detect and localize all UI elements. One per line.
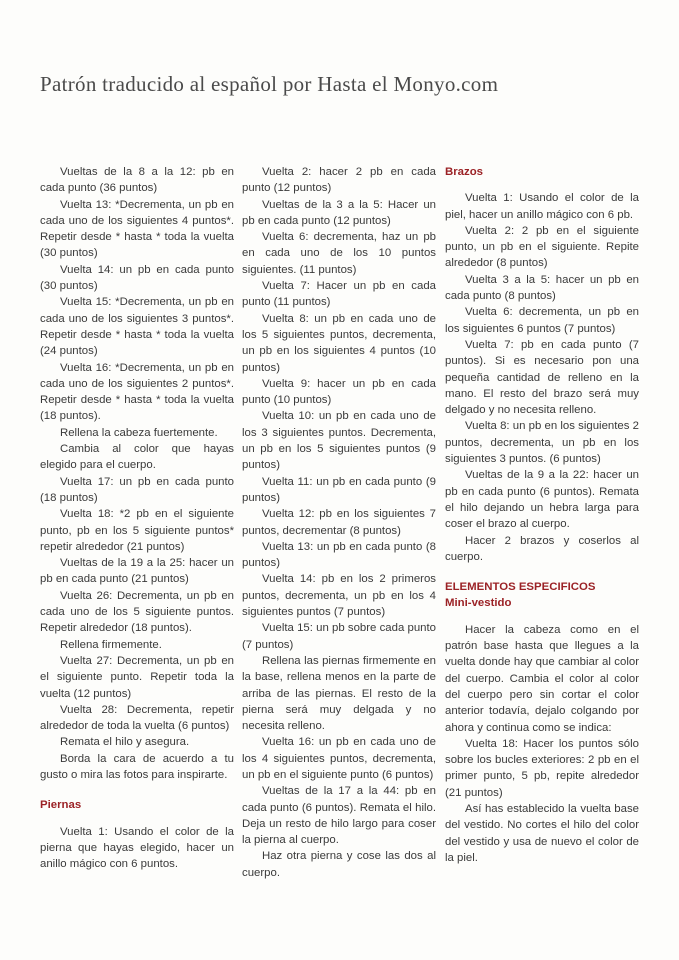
- section-heading-elementos-especificos: ELEMENTOS ESPECIFICOS: [445, 581, 596, 594]
- paragraph: Vueltas de la 19 a la 25: hacer un pb en cada punto (21 puntos): [40, 557, 234, 586]
- paragraph: Haz otra pierna y cose las dos al cuerpo.: [242, 850, 436, 879]
- paragraph: Hacer la cabeza como en el patrón base hasta que llegues a la vuelta donde hay que cambiar al color del cuerpo. Cambia el color al color del cuerpo pero sin cortar el color anterior todavía, dejalo colgando por ahora y continua como se indica:: [445, 623, 639, 734]
- paragraph: Vueltas de la 3 a la 5: Hacer un pb en cada punto (12 puntos): [242, 198, 436, 227]
- subsection-heading-mini-vestido: Mini-vestido: [445, 597, 512, 610]
- paragraph: Rellena las piernas firmemente en la base, rellena menos en la parte de arriba de las piernas. El resto de la pierna será muy delgada y no necesita relleno.: [242, 654, 436, 733]
- page-header: Patrón traducido al español por Hasta el Monyo.com: [40, 72, 499, 96]
- paragraph: Rellena la cabeza fuertemente.: [60, 426, 218, 439]
- paragraph: Remata el hilo y asegura.: [60, 736, 190, 749]
- paragraph: Vueltas de la 9 a la 22: hacer un pb en cada punto (6 puntos). Remata el hilo dejando un hebra larga para coser el brazo al cuerpo.: [445, 469, 639, 531]
- paragraph: Vuelta 7: pb en cada punto (7 puntos). Si es necesario pon una pequeña cantidad de relleno en la mano. El resto del brazo será muy delgado y no necesita relleno.: [445, 338, 639, 417]
- paragraph: Vuelta 9: hacer un pb en cada punto (10 puntos): [242, 377, 436, 407]
- paragraph: Vuelta 26: Decrementa, un pb en cada uno de los 5 siguiente puntos. Repetir alrededor (18 puntos).: [40, 589, 234, 635]
- spacer: [40, 783, 234, 797]
- paragraph: Vuelta 1: Usando el color de la pierna que hayas elegido, hacer un anillo mágico con 6 puntos.: [40, 825, 234, 871]
- spacer: [445, 565, 639, 579]
- paragraph: Vueltas de la 17 a la 44: pb en cada punto (6 puntos). Remata el hilo. Deja un resto de hilo largo para coser la pierna al cuerpo.: [242, 785, 436, 847]
- column-2: [242, 164, 436, 881]
- paragraph: Rellena firmemente.: [60, 638, 162, 651]
- paragraph: Vuelta 13: un pb en cada punto (8 puntos): [242, 540, 436, 570]
- spacer: [40, 814, 234, 824]
- paragraph: Vuelta 6: decrementa, haz un pb en cada uno de los 10 puntos siguientes. (11 puntos): [242, 231, 436, 276]
- paragraph: Vuelta 2: hacer 2 pb en cada punto (12 puntos): [242, 166, 436, 195]
- paragraph: Vuelta 14: un pb en cada punto (30 puntos): [40, 263, 234, 293]
- paragraph: Vuelta 14: pb en los 2 primeros puntos, decrementa, un pb en los 4 siguientes puntos (7 puntos): [242, 573, 436, 619]
- spacer: [445, 612, 639, 622]
- spacer: [445, 180, 639, 190]
- paragraph: Vuelta 13: *Decrementa, un pb en cada uno de los siguientes 4 puntos*. Repetir desde * hasta * toda la vuelta (30 puntos): [40, 198, 234, 260]
- paragraph: Vuelta 15: un pb sobre cada punto (7 puntos): [242, 622, 436, 651]
- paragraph: Vuelta 17: un pb en cada punto (18 puntos): [40, 475, 234, 504]
- paragraph: Vuelta 12: pb en los siguientes 7 puntos, decrementar (8 puntos): [242, 508, 436, 537]
- paragraph: Vuelta 11: un pb en cada punto (9 puntos): [242, 475, 436, 504]
- paragraph: Vuelta 7: Hacer un pb en cada punto (11 puntos): [242, 280, 436, 309]
- paragraph: Borda la cara de acuerdo a tu gusto o mira las fotos para inspirarte.: [40, 752, 234, 781]
- paragraph: Vuelta 8: un pb en cada uno de los 5 siguientes puntos, decrementa, un pb en los siguientes 4 puntos (10 puntos): [242, 312, 436, 374]
- paragraph: Vuelta 16: un pb en cada uno de los 4 siguientes puntos, decrementa, un pb en el siguiente punto (6 puntos): [242, 736, 436, 781]
- paragraph: Vuelta 18: *2 pb en el siguiente punto, pb en los 5 siguiente puntos* repetir alrededor (21 puntos): [40, 508, 234, 553]
- section-heading-piernas: Piernas: [40, 799, 82, 812]
- paragraph: Cambia al color que hayas elegido para el cuerpo.: [40, 443, 234, 472]
- paragraph: Vuelta 2: 2 pb en el siguiente punto, un pb en el siguiente. Repite alrededor (8 puntos): [445, 224, 639, 270]
- section-heading-brazos: Brazos: [445, 166, 483, 178]
- paragraph: Vuelta 15: *Decrementa, un pb en cada uno de los siguientes 3 puntos*. Repetir desde * hasta * toda la vuelta (24 puntos): [40, 296, 234, 358]
- column-1: [40, 164, 234, 872]
- paragraph: Vuelta 16: *Decrementa, un pb en cada uno de los siguientes 2 puntos*. Repetir desde * hasta * toda la vuelta (18 puntos).: [40, 361, 234, 423]
- paragraph: Hacer 2 brazos y coserlos al cuerpo.: [445, 534, 639, 563]
- paragraph: Así has establecido la vuelta base del vestido. No cortes el hilo del color del vestido y usa de nuevo el color de la piel.: [445, 802, 639, 864]
- paragraph: Vuelta 10: un pb en cada uno de los 3 siguientes puntos. Decrementa, un pb en los 5 siguientes puntos (9 puntos): [242, 410, 436, 472]
- paragraph: Vuelta 3 a la 5: hacer un pb en cada punto (8 puntos): [445, 273, 639, 303]
- column-3: [445, 164, 639, 866]
- paragraph: Vueltas de la 8 a la 12: pb en cada punto (36 puntos): [40, 166, 234, 195]
- paragraph: Vuelta 28: Decrementa, repetir alrededor de toda la vuelta (6 puntos): [40, 703, 234, 733]
- paragraph: Vuelta 1: Usando el color de la piel, hacer un anillo mágico con 6 pb.: [445, 192, 639, 221]
- paragraph: Vuelta 8: un pb en los siguientes 2 puntos, decrementa, un pb en los siguientes 3 puntos. (6 puntos): [445, 420, 639, 466]
- paragraph: Vuelta 18: Hacer los puntos sólo sobre los bucles exteriores: 2 pb en el primer punto, 5 pb, repite alrededor (21 puntos): [445, 737, 639, 799]
- paragraph: Vuelta 6: decrementa, un pb en los siguientes 6 puntos (7 puntos): [445, 306, 639, 335]
- paragraph: Vuelta 27: Decrementa, un pb en el siguiente punto. Repetir toda la vuelta (12 puntos): [40, 654, 234, 700]
